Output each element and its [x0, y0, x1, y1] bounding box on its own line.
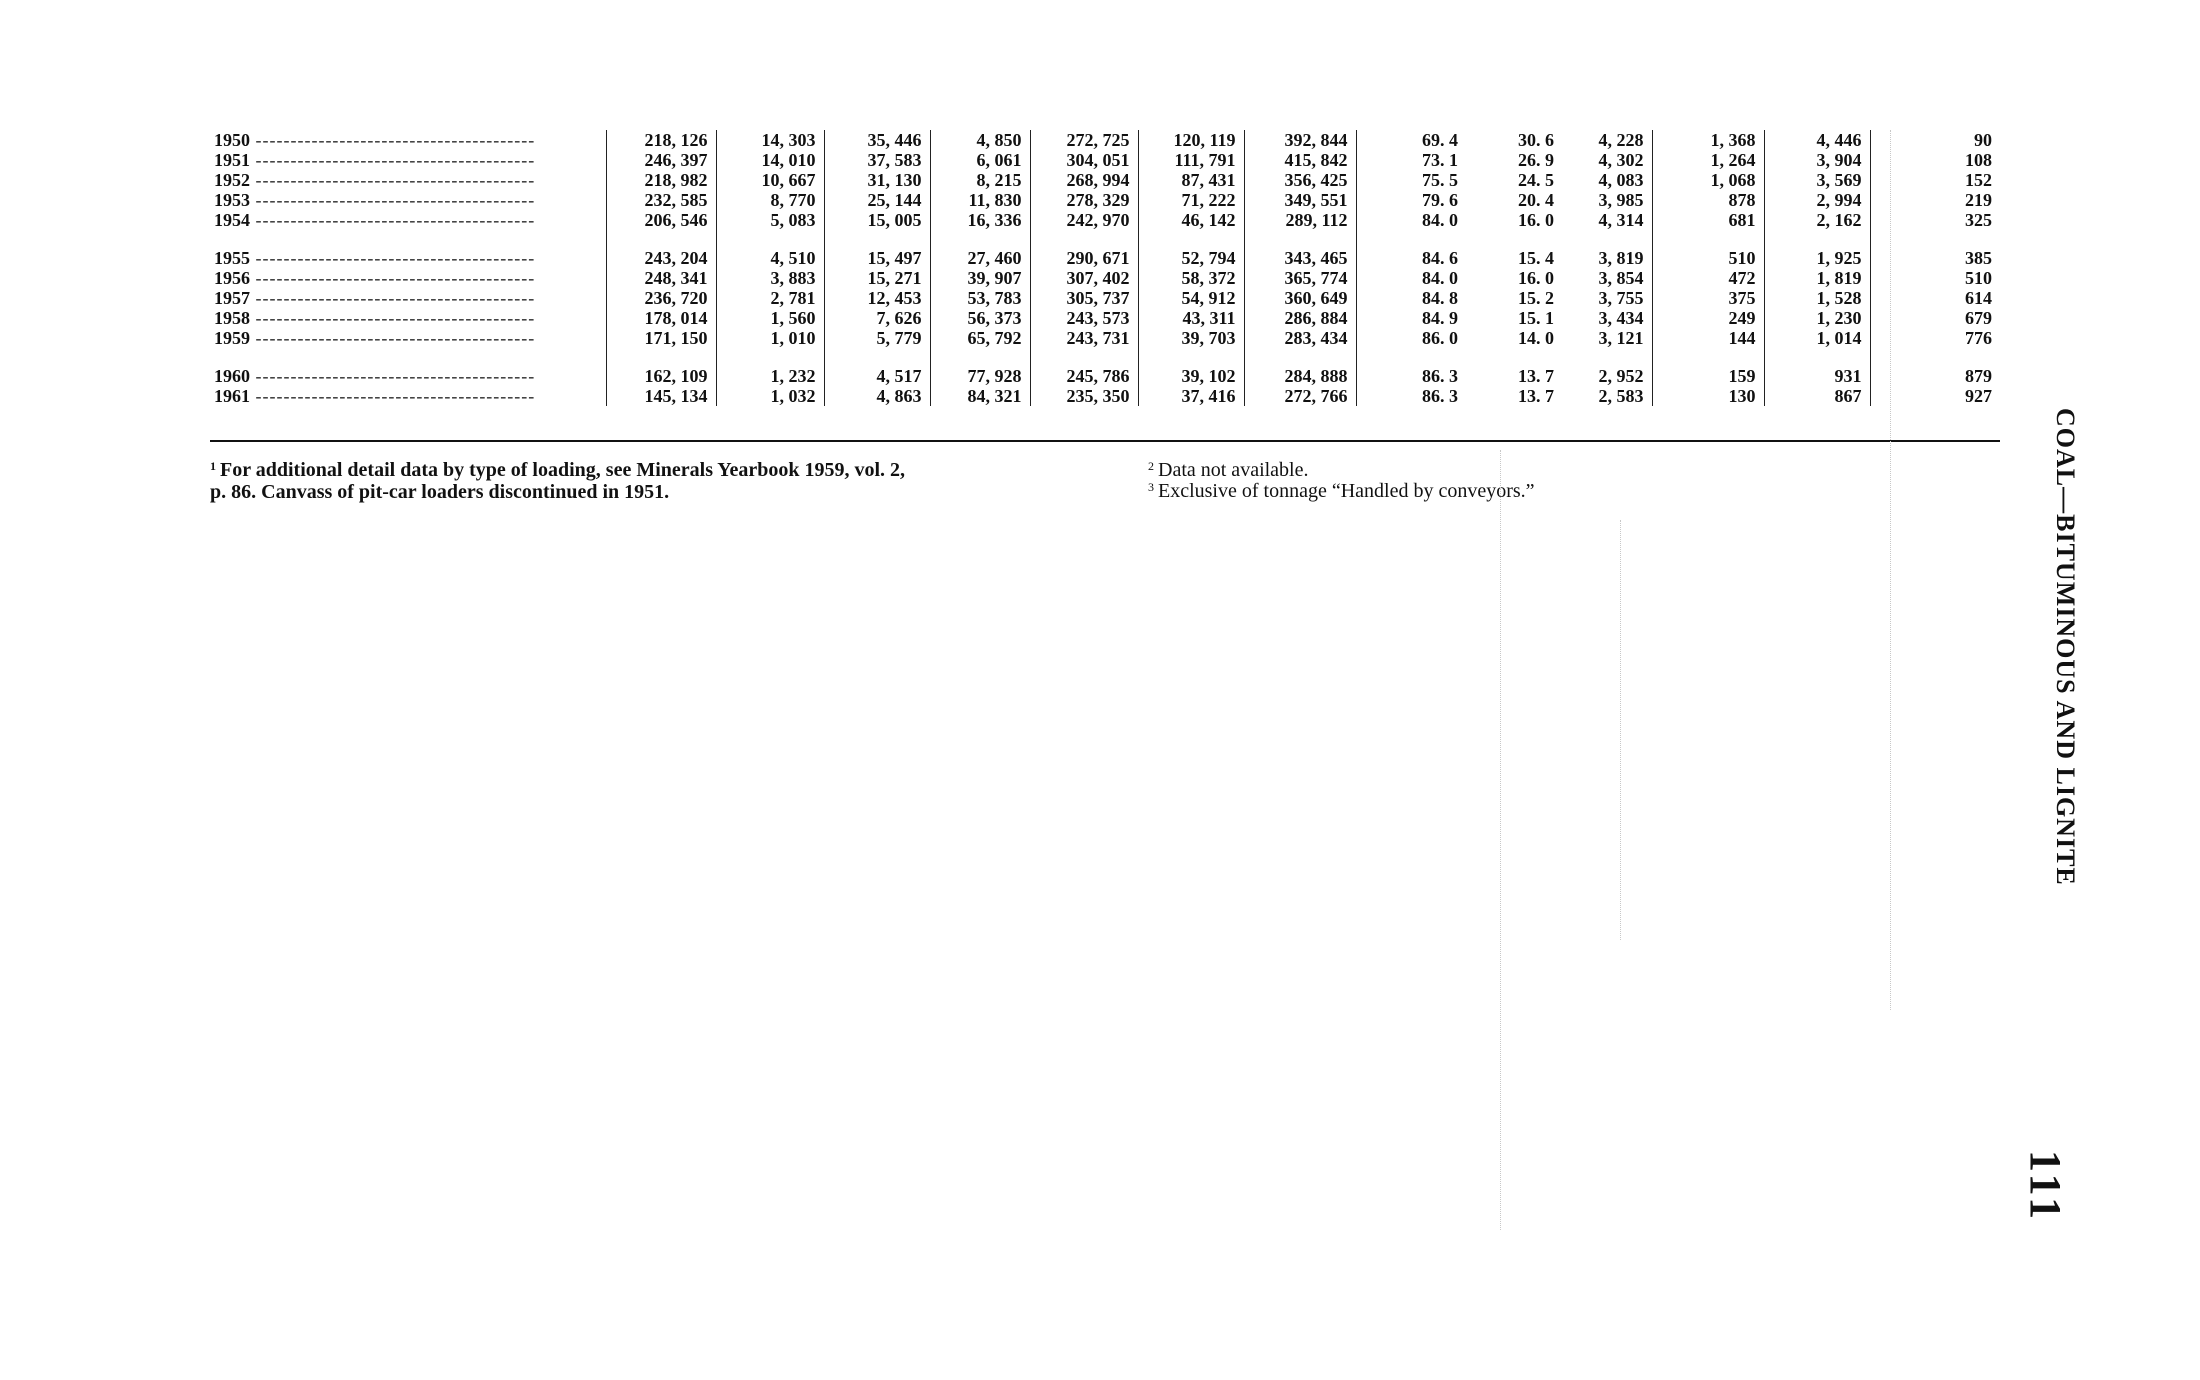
value-cell: 43, 311: [1138, 308, 1244, 328]
value-cell: 268, 994: [1030, 170, 1138, 190]
value-cell: 2, 162: [1764, 210, 1870, 230]
value-cell: 392, 844: [1244, 130, 1356, 150]
value-cell: 84, 321: [930, 386, 1030, 406]
value-cell: 11, 830: [930, 190, 1030, 210]
group-spacer: [210, 230, 2000, 248]
year-cell: [210, 248, 606, 268]
value-cell: 56, 373: [930, 308, 1030, 328]
value-cell: 284, 888: [1244, 366, 1356, 386]
value-cell: 4, 517: [824, 366, 930, 386]
value-cell: 77, 928: [930, 366, 1030, 386]
value-cell: 35, 446: [824, 130, 930, 150]
coal-loading-table: [210, 130, 2000, 406]
spacer-cell: [210, 230, 606, 248]
year-label: 1961: [214, 386, 250, 406]
value-cell: 6, 061: [930, 150, 1030, 170]
value-cell: 84. 9: [1356, 308, 1466, 328]
year-cell: [210, 366, 606, 386]
dot-leader: ----------------------------------------: [250, 268, 536, 288]
spacer-cell: [1030, 348, 1138, 366]
value-cell: 8, 770: [716, 190, 824, 210]
table-row: [210, 210, 2000, 230]
dot-leader: ----------------------------------------: [250, 150, 536, 170]
value-cell: 879: [1870, 366, 2000, 386]
spacer-cell: [1030, 230, 1138, 248]
value-cell: 3, 883: [716, 268, 824, 288]
value-cell: 1, 368: [1652, 130, 1764, 150]
value-cell: 3, 985: [1598, 190, 1644, 210]
value-cell: 1, 068: [1652, 170, 1764, 190]
value-cell: 16, 336: [930, 210, 1030, 230]
value-cell: 3, 755: [1598, 288, 1644, 308]
value-cell: 3, 434: [1598, 308, 1644, 328]
value-cell: 5, 083: [716, 210, 824, 230]
value-cell: 73. 1: [1356, 150, 1466, 170]
year-label: 1959: [214, 328, 250, 348]
year-label: 1953: [214, 190, 250, 210]
table-row: [210, 190, 2000, 210]
value-cell: 20. 4: [1518, 190, 1554, 210]
value-cell: 16. 0: [1518, 210, 1554, 230]
value-cell: 25, 144: [824, 190, 930, 210]
value-cell: 246, 397: [606, 150, 716, 170]
table-row: [210, 170, 2000, 190]
value-cell: 120, 119: [1138, 130, 1244, 150]
value-cell: 614: [1870, 288, 2000, 308]
spacer-cell: [1356, 348, 1466, 366]
dot-leader: ----------------------------------------: [250, 386, 536, 406]
year-cell: [210, 328, 606, 348]
value-cell: 1, 010: [716, 328, 824, 348]
value-cell: 776: [1870, 328, 2000, 348]
running-head: COAL—BITUMINOUS AND LIGNITE: [2051, 408, 2080, 886]
value-cell: 415, 842: [1244, 150, 1356, 170]
value-cell: 356, 425: [1244, 170, 1356, 190]
value-cell: 272, 725: [1030, 130, 1138, 150]
value-cell: 679: [1870, 308, 2000, 328]
value-cell: 305, 737: [1030, 288, 1138, 308]
value-cell: 84. 6: [1356, 248, 1466, 268]
scan-speckle: [1500, 450, 1501, 1230]
value-cell: 178, 014: [606, 308, 716, 328]
value-cell: 111, 791: [1138, 150, 1244, 170]
table-row: [210, 150, 2000, 170]
value-cell: 283, 434: [1244, 328, 1356, 348]
value-cell: 7, 626: [824, 308, 930, 328]
value-cell: 15, 497: [824, 248, 930, 268]
spacer-cell: [1652, 230, 1764, 248]
value-cell: 4, 510: [716, 248, 824, 268]
value-cell: 4, 863: [824, 386, 930, 406]
value-cell: 24. 5: [1518, 170, 1554, 190]
value-cell: 46, 142: [1138, 210, 1244, 230]
value-cell: 39, 102: [1138, 366, 1244, 386]
table-row: [210, 386, 2000, 406]
value-cell: 39, 703: [1138, 328, 1244, 348]
year-label: 1951: [214, 150, 250, 170]
value-cell: 13. 7: [1518, 386, 1554, 406]
value-cell: 10, 667: [716, 170, 824, 190]
page-number: 111: [2021, 1150, 2070, 1224]
value-cell: 304, 051: [1030, 150, 1138, 170]
year-cell: [210, 386, 606, 406]
value-cell: 5, 779: [824, 328, 930, 348]
table-row: [210, 366, 2000, 386]
year-label: 1950: [214, 130, 250, 150]
dot-leader: ----------------------------------------: [250, 248, 536, 268]
value-cell: 54, 912: [1138, 288, 1244, 308]
footnote-3-mark: 3: [1148, 480, 1154, 494]
value-cell: 931: [1764, 366, 1870, 386]
value-cell: 16. 0: [1518, 268, 1554, 288]
spacer-cell: [716, 230, 824, 248]
value-cell: 37, 583: [824, 150, 930, 170]
value-cell: 232, 585: [606, 190, 716, 210]
table-row: [210, 328, 2000, 348]
value-cell: 243, 573: [1030, 308, 1138, 328]
footnote-2-mark: 2: [1148, 459, 1154, 473]
spacer-cell: [824, 348, 930, 366]
value-cell: 867: [1764, 386, 1870, 406]
spacer-cell: [1138, 230, 1244, 248]
value-cell: 15, 005: [824, 210, 930, 230]
dot-leader: ----------------------------------------: [250, 328, 536, 348]
dot-leader: ----------------------------------------: [250, 308, 536, 328]
value-cell: 343, 465: [1244, 248, 1356, 268]
value-cell: 15. 1: [1518, 308, 1554, 328]
table-row: [210, 268, 2000, 288]
dot-leader: ----------------------------------------: [250, 190, 536, 210]
value-cell: 27, 460: [930, 248, 1030, 268]
year-cell: [210, 130, 606, 150]
value-cell: 4, 228: [1598, 130, 1644, 150]
value-cell: 26. 9: [1518, 150, 1554, 170]
value-cell: 360, 649: [1244, 288, 1356, 308]
footnote-1-line-1: For additional detail data by type of loading, see Minerals Yearbook 1959, vol. 2,: [220, 459, 906, 481]
dot-leader: ----------------------------------------: [250, 288, 536, 308]
year-label: 1955: [214, 248, 250, 268]
value-cell: 58, 372: [1138, 268, 1244, 288]
value-cell: 1, 560: [716, 308, 824, 328]
value-cell: 8, 215: [930, 170, 1030, 190]
year-cell: [210, 308, 606, 328]
year-cell: [210, 150, 606, 170]
value-cell: 249: [1652, 308, 1764, 328]
value-cell: 71, 222: [1138, 190, 1244, 210]
value-cell: 69. 4: [1356, 130, 1466, 150]
value-cell: 3, 854: [1598, 268, 1644, 288]
value-cell: 108: [1870, 150, 2000, 170]
spacer-cell: [1466, 230, 1562, 248]
value-cell: 84. 0: [1356, 268, 1466, 288]
dot-leader: ----------------------------------------: [250, 210, 536, 230]
value-cell: 1, 528: [1764, 288, 1870, 308]
value-cell: 37, 416: [1138, 386, 1244, 406]
value-cell: 278, 329: [1030, 190, 1138, 210]
dot-leader: ----------------------------------------: [250, 170, 536, 190]
table-row: [210, 288, 2000, 308]
spacer-cell: [1764, 230, 1870, 248]
value-cell: 385: [1870, 248, 2000, 268]
value-cell: 53, 783: [930, 288, 1030, 308]
spacer-cell: [1244, 348, 1356, 366]
value-cell: 171, 150: [606, 328, 716, 348]
value-cell: 87, 431: [1138, 170, 1244, 190]
value-cell: 878: [1652, 190, 1764, 210]
value-cell: 290, 671: [1030, 248, 1138, 268]
year-cell: [210, 190, 606, 210]
table-bottom-rule: [210, 440, 2000, 442]
group-spacer: [210, 348, 2000, 366]
value-cell: 4, 083: [1598, 170, 1644, 190]
value-cell: 236, 720: [606, 288, 716, 308]
value-cell: 3, 121: [1598, 328, 1644, 348]
value-cell: 325: [1870, 210, 2000, 230]
year-label: 1958: [214, 308, 250, 328]
spacer-cell: [930, 348, 1030, 366]
value-cell: 84. 8: [1356, 288, 1466, 308]
value-cell: 12, 453: [824, 288, 930, 308]
value-cell: 219: [1870, 190, 2000, 210]
year-label: 1956: [214, 268, 250, 288]
value-cell: 218, 982: [606, 170, 716, 190]
dot-leader: ----------------------------------------: [250, 366, 536, 386]
value-cell: 286, 884: [1244, 308, 1356, 328]
value-cell: 75. 5: [1356, 170, 1466, 190]
value-cell: 1, 925: [1764, 248, 1870, 268]
value-cell: 159: [1652, 366, 1764, 386]
year-cell: [210, 210, 606, 230]
value-cell: 86. 3: [1356, 386, 1466, 406]
value-cell: 14. 0: [1518, 328, 1554, 348]
spacer-cell: [824, 230, 930, 248]
value-cell: 4, 314: [1598, 210, 1644, 230]
value-cell: 86. 3: [1356, 366, 1466, 386]
scan-speckle: [1890, 130, 1891, 1010]
value-cell: 86. 0: [1356, 328, 1466, 348]
value-cell: 235, 350: [1030, 386, 1138, 406]
value-cell: 1, 819: [1764, 268, 1870, 288]
value-cell: 3, 904: [1764, 150, 1870, 170]
value-cell: 79. 6: [1356, 190, 1466, 210]
value-cell: 365, 774: [1244, 268, 1356, 288]
footnote-3-text: Exclusive of tonnage “Handled by conveyors.”: [1158, 480, 1535, 502]
table-body: [210, 130, 2000, 406]
value-cell: 1, 014: [1764, 328, 1870, 348]
spacer-cell: [1466, 348, 1562, 366]
value-cell: 243, 204: [606, 248, 716, 268]
value-cell: 472: [1652, 268, 1764, 288]
value-cell: 2, 781: [716, 288, 824, 308]
value-cell: 130: [1652, 386, 1764, 406]
value-cell: 15. 4: [1518, 248, 1554, 268]
year-cell: [210, 170, 606, 190]
value-cell: 375: [1652, 288, 1764, 308]
dot-leader: ----------------------------------------: [250, 130, 536, 150]
value-cell: 218, 126: [606, 130, 716, 150]
value-cell: 4, 850: [930, 130, 1030, 150]
spacer-cell: [1652, 348, 1764, 366]
footnote-3: [1148, 476, 1535, 502]
value-cell: 3, 569: [1764, 170, 1870, 190]
value-cell: 245, 786: [1030, 366, 1138, 386]
year-label: 1954: [214, 210, 250, 230]
spacer-cell: [606, 230, 716, 248]
value-cell: 2, 994: [1764, 190, 1870, 210]
value-cell: 30. 6: [1518, 130, 1554, 150]
value-cell: 349, 551: [1244, 190, 1356, 210]
value-cell: 90: [1870, 130, 2000, 150]
footnote-1-line-2: p. 86. Canvass of pit-car loaders discontinued in 1951.: [210, 481, 670, 503]
value-cell: 145, 134: [606, 386, 716, 406]
value-cell: 4, 446: [1764, 130, 1870, 150]
year-cell: [210, 288, 606, 308]
value-cell: 13. 7: [1518, 366, 1554, 386]
value-cell: 31, 130: [824, 170, 930, 190]
spacer-cell: [1356, 230, 1466, 248]
footnote-2-text: Data not available.: [1158, 459, 1309, 481]
spacer-cell: [606, 348, 716, 366]
value-cell: 39, 907: [930, 268, 1030, 288]
year-label: 1952: [214, 170, 250, 190]
value-cell: 52, 794: [1138, 248, 1244, 268]
value-cell: 681: [1652, 210, 1764, 230]
value-cell: 510: [1870, 268, 2000, 288]
value-cell: 144: [1652, 328, 1764, 348]
value-cell: 289, 112: [1244, 210, 1356, 230]
year-label: 1957: [214, 288, 250, 308]
year-cell: [210, 268, 606, 288]
value-cell: 84. 0: [1356, 210, 1466, 230]
footnote-1: [210, 455, 905, 503]
spacer-cell: [716, 348, 824, 366]
value-cell: 15. 2: [1518, 288, 1554, 308]
value-cell: 14, 303: [716, 130, 824, 150]
value-cell: 3, 819: [1598, 248, 1644, 268]
spacer-cell: [1562, 348, 1652, 366]
value-cell: 206, 546: [606, 210, 716, 230]
spacer-cell: [1244, 230, 1356, 248]
table-row: [210, 248, 2000, 268]
spacer-cell: [1138, 348, 1244, 366]
table-row: [210, 130, 2000, 150]
value-cell: 65, 792: [930, 328, 1030, 348]
value-cell: 248, 341: [606, 268, 716, 288]
value-cell: 1, 032: [716, 386, 824, 406]
value-cell: 1, 264: [1652, 150, 1764, 170]
value-cell: 4, 302: [1598, 150, 1644, 170]
spacer-cell: [1764, 348, 1870, 366]
value-cell: 2, 583: [1598, 386, 1644, 406]
value-cell: 152: [1870, 170, 2000, 190]
value-cell: 510: [1652, 248, 1764, 268]
spacer-cell: [930, 230, 1030, 248]
footnote-1-mark: 1: [210, 459, 216, 473]
spacer-cell: [210, 348, 606, 366]
year-label: 1960: [214, 366, 250, 386]
value-cell: 272, 766: [1244, 386, 1356, 406]
value-cell: 927: [1870, 386, 2000, 406]
value-cell: 243, 731: [1030, 328, 1138, 348]
value-cell: 15, 271: [824, 268, 930, 288]
value-cell: 307, 402: [1030, 268, 1138, 288]
value-cell: 1, 232: [716, 366, 824, 386]
scan-speckle: [1620, 520, 1621, 940]
value-cell: 162, 109: [606, 366, 716, 386]
value-cell: 242, 970: [1030, 210, 1138, 230]
value-cell: 2, 952: [1598, 366, 1644, 386]
value-cell: 14, 010: [716, 150, 824, 170]
value-cell: 1, 230: [1764, 308, 1870, 328]
table-row: [210, 308, 2000, 328]
spacer-cell: [1562, 230, 1652, 248]
